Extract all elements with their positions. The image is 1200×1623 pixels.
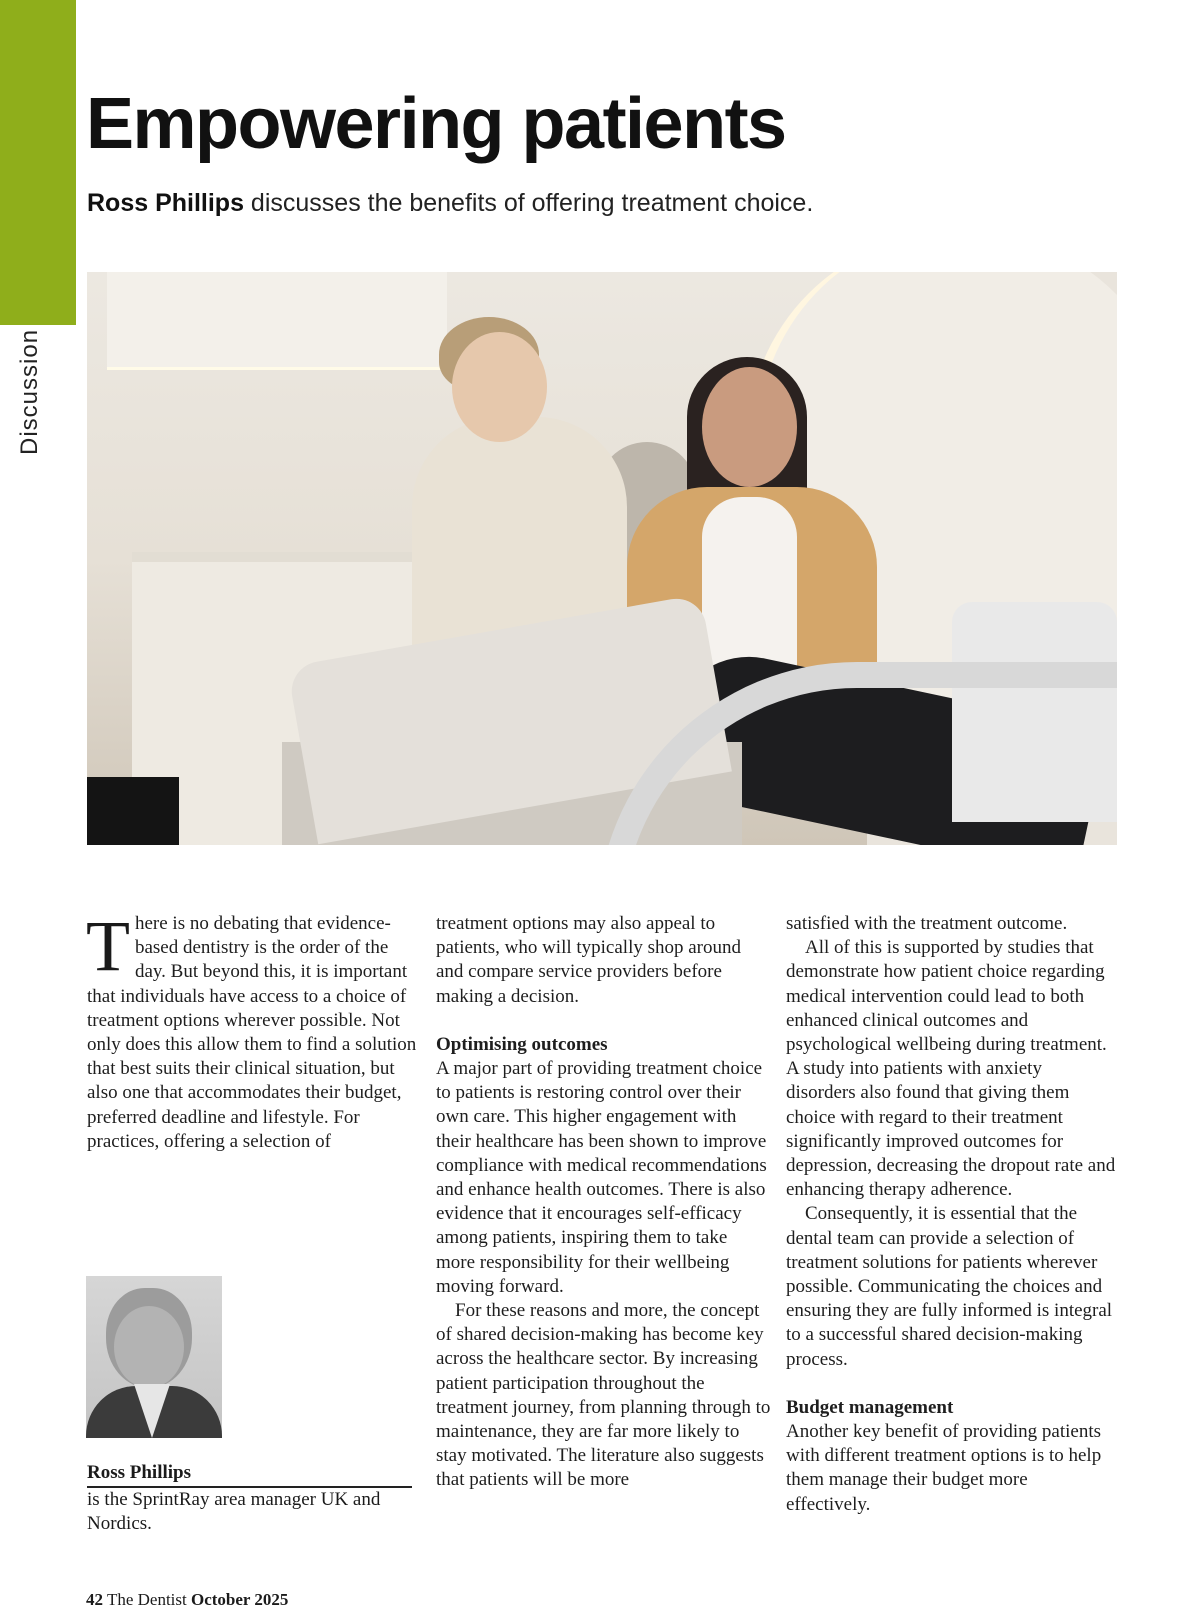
standfirst-text: discusses the benefits of offering treatment choice. bbox=[243, 189, 814, 217]
body-paragraph: All of this is supported by studies that demonstrate how patient choice regarding medical intervention could lead to both enhanced clinical outcomes and psychological wellbeing during treatment. A study into patients with anxiety disorders also found that giving them choice with regard to their treatment significantly improved outcomes for depression, decreasing the dropout rate and enhancing therapy adherence. bbox=[786, 937, 1116, 1201]
hero-photo bbox=[87, 272, 1117, 845]
article-title: Empowering patients bbox=[86, 84, 786, 164]
page-footer bbox=[86, 1590, 288, 1610]
section-label: Discussion bbox=[16, 328, 43, 455]
body-paragraph: Another key benefit of providing patients with different treatment options is to help them manage their budget more effectively. bbox=[786, 1421, 1102, 1515]
section-accent-bar bbox=[0, 0, 76, 325]
standfirst-author: Ross Phillips bbox=[87, 189, 244, 217]
body-column-1 bbox=[86, 906, 417, 1154]
body-paragraph: satisfied with the treatment outcome. bbox=[786, 913, 1068, 934]
drop-cap: T bbox=[86, 906, 130, 986]
body-paragraph: Consequently, it is essential that the dental team can provide a selection of treatment solutions for patients wherever possible. Communicating the choices and ensuring they are fully informed is integral to a successful shared decision-making process. bbox=[786, 1203, 1113, 1370]
body-column-3 bbox=[786, 912, 1116, 1517]
author-name: Ross Phillips bbox=[87, 1462, 412, 1488]
publication-name: The Dentist bbox=[106, 1590, 187, 1609]
issue-date: October 2025 bbox=[191, 1590, 289, 1609]
subheading-optimising-outcomes: Optimising outcomes bbox=[436, 1033, 608, 1055]
body-paragraph: There is no debating that evidence-based dentistry is the order of the day. But beyond this, it is important that individuals have access to a choice of treatment options wherever possible. Not only does this allow them to find a solution that best suits their clinical situation, but also one that accommodates their budget, preferred deadline and lifestyle. For practices, offering a selection of bbox=[86, 906, 417, 1152]
body-paragraph: treatment options may also appeal to patients, who will typically shop around and compare service providers before making a decision. bbox=[436, 913, 742, 1007]
page-number: 42 bbox=[86, 1590, 103, 1609]
body-paragraph: For these reasons and more, the concept of shared decision-making has become key across the healthcare sector. By increasing patient participation throughout the treatment journey, from planning through to maintenance, they are far more likely to stay motivated. The literature also suggests that patients will be more bbox=[436, 1300, 771, 1491]
author-photo bbox=[86, 1276, 222, 1438]
article-standfirst bbox=[87, 189, 813, 218]
body-column-2 bbox=[436, 912, 771, 1493]
body-paragraph: A major part of providing treatment choice to patients is restoring control over their own care. This higher engagement with their healthcare has been shown to improve compliance with medical recommendations and enhance health outcomes. There is also evidence that it encourages self-efficacy among patients, inspiring them to take more responsibility for their wellbeing moving forward. bbox=[436, 1058, 767, 1297]
subheading-budget-management: Budget management bbox=[786, 1396, 954, 1418]
author-bio: is the SprintRay area manager UK and Nordics. bbox=[87, 1489, 381, 1535]
